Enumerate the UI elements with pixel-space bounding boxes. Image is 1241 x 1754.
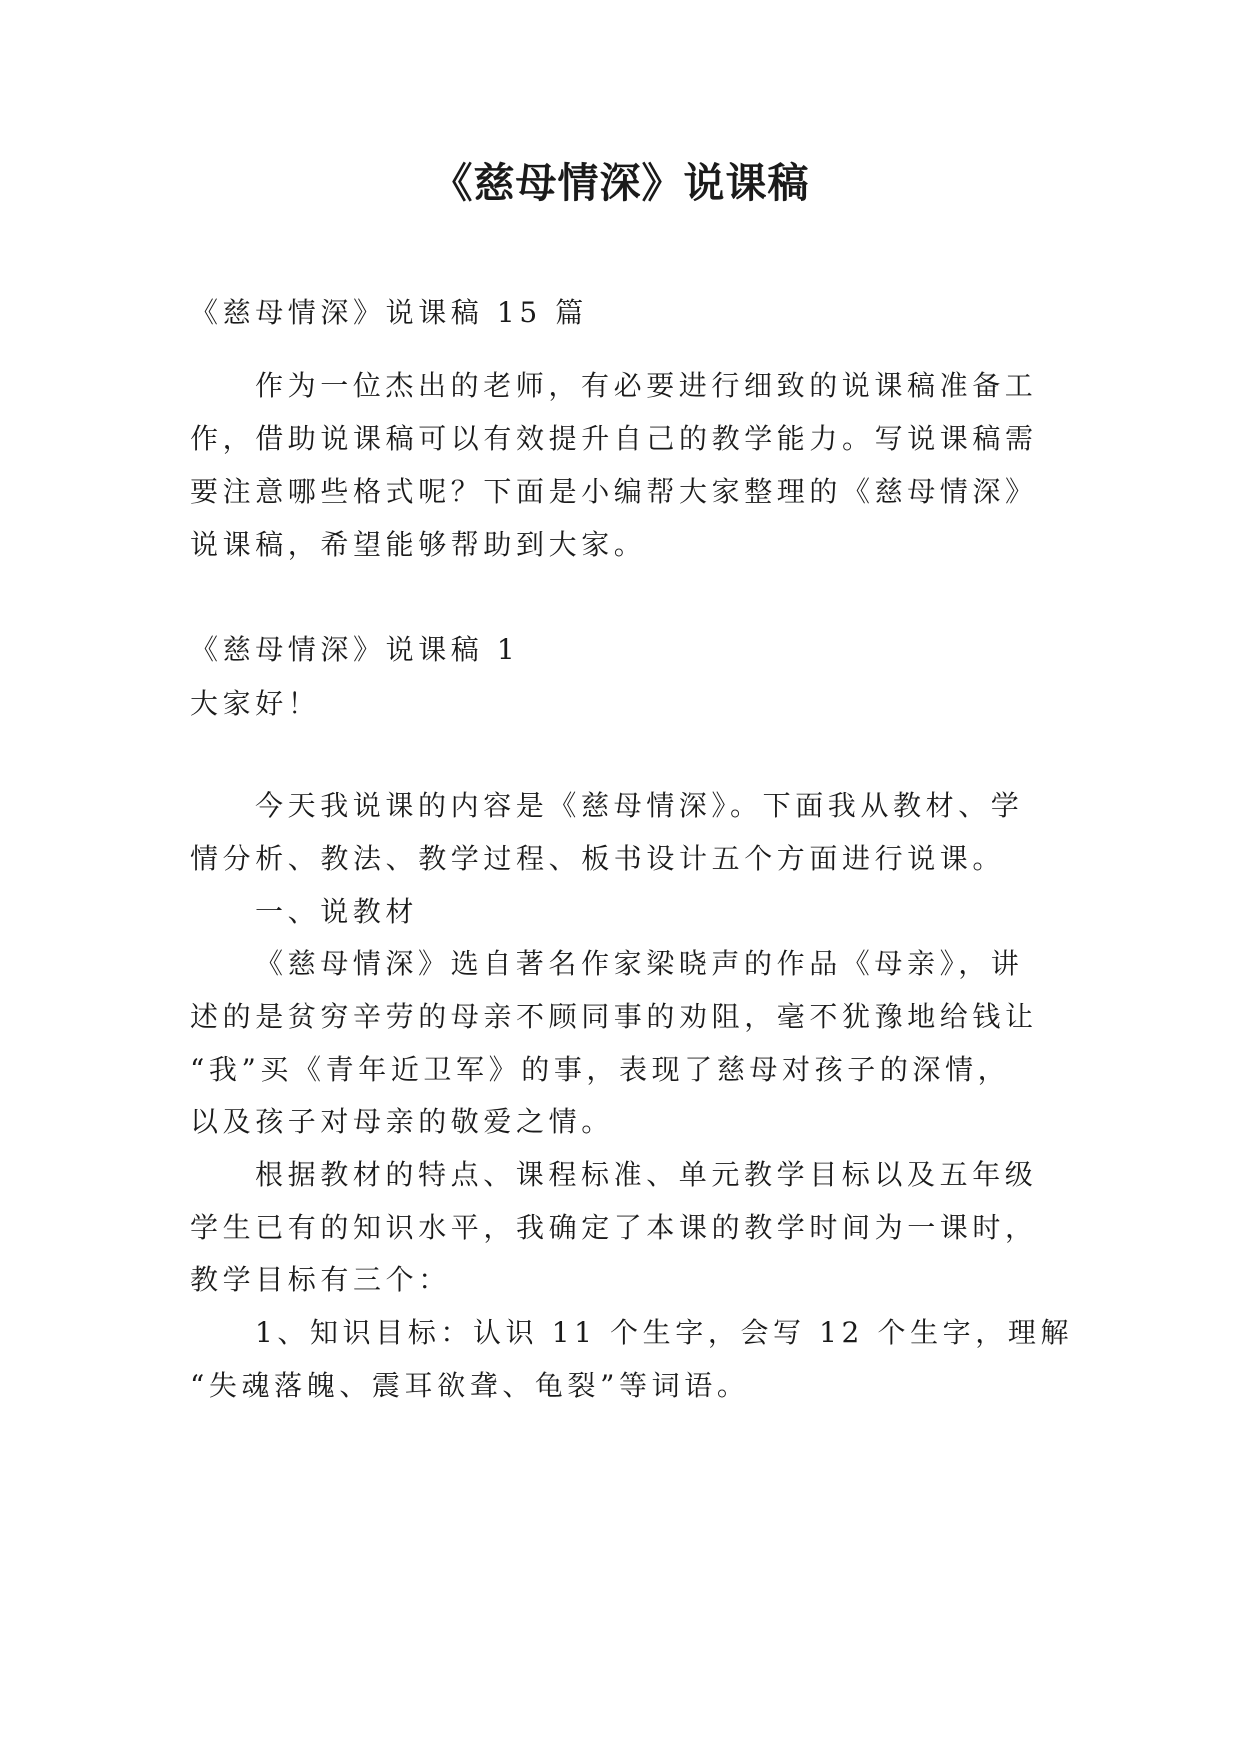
document-title: 《慈母情深》说课稿 — [431, 159, 810, 207]
paragraph-line: 作为一位杰出的老师，有必要进行细致的说课稿准备工 — [255, 369, 1038, 402]
paragraph-line: 作，借助说课稿可以有效提升自己的教学能力。写说课稿需 — [190, 422, 1038, 455]
paragraph-line: 根据教材的特点、课程标准、单元教学目标以及五年级 — [255, 1158, 1038, 1191]
paragraph-line: “失魂落魄、震耳欲聋、龟裂”等词语。 — [190, 1369, 750, 1402]
paragraph-line: 教学目标有三个： — [190, 1263, 451, 1296]
paragraph-line: 以及孩子对母亲的敬爱之情。 — [190, 1105, 614, 1138]
paragraph-line: 《慈母情深》选自著名作家梁晓声的作品《母亲》，讲 — [255, 947, 1024, 980]
paragraph-line: 要注意哪些格式呢？下面是小编帮大家整理的《慈母情深》 — [190, 475, 1038, 508]
paragraph-line: 今天我说课的内容是《慈母情深》。下面我从教材、学 — [255, 789, 1024, 822]
paragraph-line: 学生已有的知识水平，我确定了本课的教学时间为一课时， — [190, 1211, 1038, 1244]
section-heading: 《慈母情深》说课稿 1 — [190, 633, 520, 666]
part-one-heading: 一、说教材 — [255, 895, 419, 928]
paragraph-line: 说课稿，希望能够帮助到大家。 — [190, 528, 647, 561]
paragraph-line: 述的是贫穷辛劳的母亲不顾同事的劝阻，毫不犹豫地给钱让 — [190, 1000, 1038, 1033]
greeting: 大家好！ — [190, 687, 321, 720]
paragraph-line: “我”买《青年近卫军》的事，表现了慈母对孩子的深情， — [190, 1053, 1011, 1086]
paragraph-line: 情分析、教法、教学过程、板书设计五个方面进行说课。 — [190, 842, 1006, 875]
document-subtitle: 《慈母情深》说课稿 15 篇 — [190, 296, 588, 329]
paragraph-line: 1、知识目标：认识 11 个生字，会写 12 个生字，理解 — [255, 1316, 1074, 1349]
